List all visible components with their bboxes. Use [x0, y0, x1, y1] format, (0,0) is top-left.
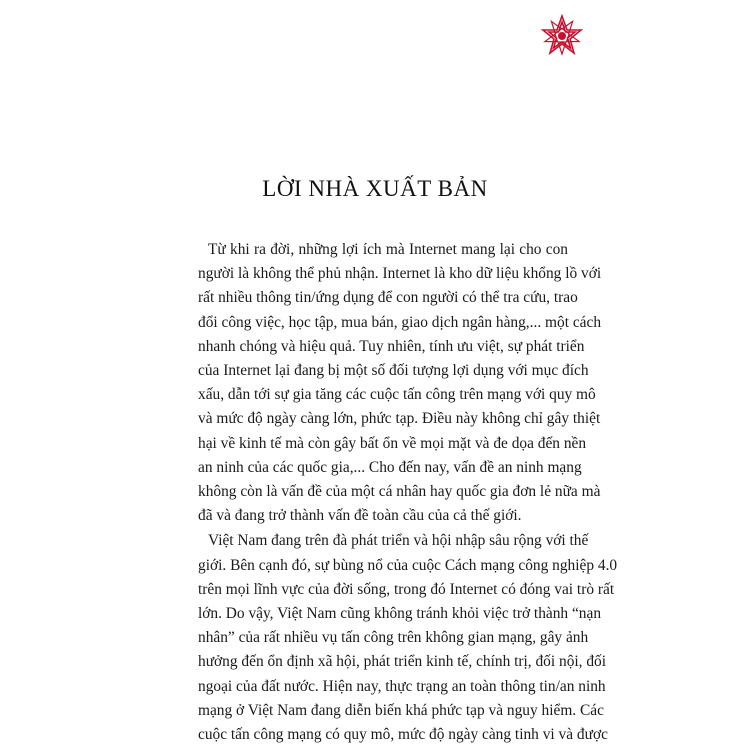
- text-line: và mức độ ngày càng lớn, phức tạp. Điều này không chỉ gây thiệt: [198, 410, 601, 428]
- text-line: ngoại của đất nước. Hiện nay, thực trạng an toàn thông tin/an ninh: [198, 677, 606, 695]
- text-line: an ninh của các quốc gia,... Cho đến nay, vấn đề an ninh mạng: [198, 458, 582, 476]
- page-title: LỜI NHÀ XUẤT BẢN: [262, 176, 488, 201]
- text-line: cuộc tấn công mạng có quy mô, mức độ ngày càng tinh vi và được: [198, 726, 608, 744]
- text-line: Việt Nam đang trên đà phát triển và hội nhập sâu rộng với thế: [208, 532, 589, 550]
- text-line: giới. Bên cạnh đó, sự bùng nổ của cuộc Cách mạng công nghiệp 4.0: [198, 556, 618, 574]
- text-line: không còn là vấn đề của một cá nhân hay quốc gia đơn lẻ nữa mà: [198, 483, 601, 501]
- paragraph-2: [198, 529, 618, 747]
- text-line: xấu, dẫn tới sự gia tăng các cuộc tấn công trên mạng với quy mô: [198, 386, 596, 404]
- text-line: đã và đang trở thành vấn đề toàn cầu của cả thế giới.: [198, 507, 522, 525]
- text-line: hại về kinh tế mà còn gây bất ổn về mọi mặt và đe dọa đến nền: [198, 434, 587, 452]
- text-line: đổi công việc, học tập, mua bán, giao dịch ngân hàng,... một cách: [198, 313, 602, 331]
- text-line: người là không thể phủ nhận. Internet là kho dữ liệu khổng lồ với: [198, 265, 602, 283]
- text-line: Từ khi ra đời, những lợi ích mà Internet mang lại cho con: [208, 241, 568, 258]
- text-line: nhân” của rất nhiều vụ tấn công trên không gian mạng, gây ảnh: [198, 629, 589, 647]
- publisher-logo-icon: [540, 14, 584, 58]
- text-line: hưởng đến ổn định xã hội, phát triển kinh tế, chính trị, đối nội, đối: [198, 653, 607, 671]
- text-line: mạng ở Việt Nam đang diễn biến khá phức tạp và nguy hiểm. Các: [198, 701, 604, 719]
- paragraph-1: [198, 238, 602, 528]
- text-line: của Internet lại đang bị một số đối tượng lợi dụng với mục đích: [198, 362, 589, 380]
- text-line: nhanh chóng và hiệu quả. Tuy nhiên, tính ưu việt, sự phát triển: [198, 337, 585, 355]
- text-line: rất nhiều thông tin/ứng dụng để con người có thể tra cứu, trao: [198, 289, 578, 307]
- text-line: lớn. Do vậy, Việt Nam cũng không tránh khỏi việc trở thành “nạn: [198, 605, 602, 623]
- text-line: trên mọi lĩnh vực của đời sống, trong đó Internet có đóng vai trò rất: [198, 580, 615, 598]
- body-text: [198, 238, 618, 747]
